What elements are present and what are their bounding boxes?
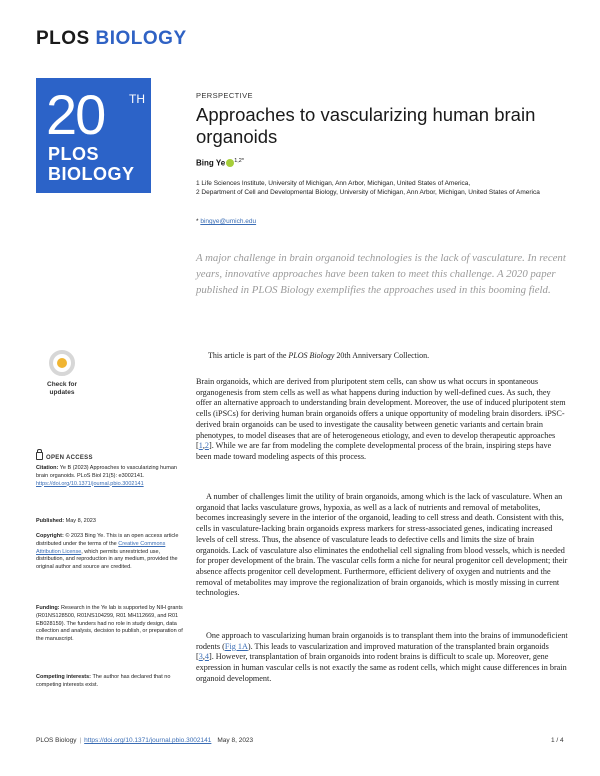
footer-journal: PLOS Biology: [36, 737, 77, 744]
page-number: 1 / 4: [551, 737, 564, 744]
article-title: Approaches to vascularizing human brain organoids: [196, 104, 536, 147]
citation-label: Citation:: [36, 465, 59, 471]
competing-label: Competing interests:: [36, 674, 92, 680]
affiliation-2: 2 Department of Cell and Developmental Biology, University of Michigan, Ann Arbor, Michigan, United States of America: [196, 189, 540, 196]
copyright-post: , which permits unrestricted use, distribution, and reproduction in any medium, provided the original author and source are credited.: [36, 548, 178, 571]
badge-number: 20: [46, 83, 105, 146]
author-line: [196, 158, 244, 168]
copyright-pre: © 2023 Bing Ye. This is an open access article distributed under the terms of the: [36, 533, 179, 547]
check-updates-line2: updates: [49, 389, 75, 396]
collection-note: [208, 351, 429, 360]
p3-text-c: ]. However, transplantation of brain organoids into rodent brains is difficult to scale up. Moreover, gene expression in human vascular cells is not exactly the same as rodent cells, which might cause differences in brain organoid development.: [196, 652, 567, 683]
funding-block: [36, 605, 186, 644]
body-paragraph-3: [196, 631, 568, 685]
citation-text: Ye B (2023) Approaches to vascularizing human brain organoids. PLoS Biol 21(5): e3002141.: [36, 465, 177, 479]
badge-suffix: TH: [129, 92, 145, 106]
collection-note-journal: PLOS Biology: [288, 351, 335, 360]
p2-text: A number of challenges limit the utility of brain organoids, among which is the lack of vasculature. When an organoid that lacks vasculature grows, hypoxia, as well as a lack of nutrients and removal of metabolites, becomes increasingly severe in the interior of the organoid, leading to cell stress and death. Consistent with this, cells in vasculature-lacking brain organoids express markers for stress-associated genes, indicating increased levels of cell stress. Thus, the absence of vasculature leads to defective cells and limits the size of brain organoids. Lack of vasculature also eliminates the endothelial cell signaling from blood vessels, which is needed for proper development of the brain. The vascular cells form a niche for neural progenitor cell development; their absence affects progenitor cell development. Furthermore, efficient delivery of oxygen and nutrients and the removal of metabolites may improve the regionalization of brain organoids, which is mostly missing in current technologies.: [196, 492, 568, 598]
section-label: PERSPECTIVE: [196, 91, 253, 100]
citation-block: [36, 465, 186, 488]
check-updates-label: [36, 381, 88, 397]
open-lock-icon: [36, 452, 43, 460]
journal-masthead: [36, 28, 187, 50]
open-access-label: [36, 452, 93, 461]
reference-link-1[interactable]: 1: [198, 441, 203, 451]
check-for-updates-button[interactable]: [36, 350, 88, 406]
check-updates-line1: Check for: [47, 381, 77, 388]
footer-doi-link[interactable]: https://doi.org/10.1371/journal.pbio.3002141: [84, 737, 212, 744]
p3-comma: ,: [202, 652, 205, 662]
collection-note-pre: This article is part of the: [208, 351, 289, 360]
badge-biology: BIOLOGY: [48, 164, 135, 184]
p1-text-b: ]. While we are far from modeling the complete developmental process of the brain, inspiring steps have been made toward modeling aspects of this process.: [196, 441, 552, 461]
footer-date: May 8, 2023: [217, 737, 254, 744]
copyright-label: Copyright:: [36, 533, 64, 539]
footer-separator: |: [79, 737, 82, 744]
badge-plos: PLOS: [48, 144, 100, 164]
competing-interests-block: [36, 674, 186, 690]
author-affiliation-marks: 1,2: [234, 158, 242, 164]
author-name[interactable]: Bing Ye: [196, 158, 226, 168]
published-date: May 8, 2023: [64, 518, 96, 524]
p1-text-a: Brain organoids, which are derived from pluripotent stem cells, can show us what occurs in spontaneous organogenesis from stem cells as well as what happens during induction by well-defined cues. As such, they offer an alternative approach to understanding brain development. Moreover, the use of induced pluripotent stem cells (iPSCs) for deriving human brain organoids offers a unique opportunity of modeling brain disorders. iPSC-derived brain organoids can be used to investigate the causality between genetic variants and certain brain phenotypes, to model diseases that are of heterogeneous etiology, and even to develop therapeutic approaches [: [196, 377, 566, 451]
collection-note-post: 20th Anniversary Collection.: [334, 351, 430, 360]
figure-link-1a[interactable]: Fig 1A: [224, 641, 248, 651]
license-link[interactable]: Creative Commons Attribution License: [36, 540, 166, 555]
p3-text-b: ). This leads to vascularization and improved maturation of the transplanted brain organoids [: [196, 641, 549, 662]
email-star: *: [196, 218, 201, 225]
p1-comma: ,: [202, 441, 205, 451]
affiliation-1: 1 Life Sciences Institute, University of Michigan, Ann Arbor, Michigan, United States of America,: [196, 180, 471, 187]
competing-text: The author has declared that no competing interests exist.: [36, 674, 171, 688]
orcid-icon[interactable]: [226, 159, 234, 167]
masthead-plos: PLOS: [36, 28, 96, 49]
copyright-block: [36, 533, 186, 572]
body-paragraph-1: [196, 377, 568, 463]
page-footer: [36, 737, 253, 744]
citation-doi-link[interactable]: https://doi.org/10.1371/journal.pbio.3002141: [36, 480, 144, 487]
reference-link-4[interactable]: 4: [204, 652, 209, 662]
email-link[interactable]: bingye@umich.edu: [200, 218, 257, 225]
funding-label: Funding:: [36, 605, 60, 611]
published-label: Published:: [36, 518, 65, 524]
check-updates-icon: [49, 350, 75, 376]
published-block: [36, 518, 186, 526]
anniversary-badge: [36, 78, 151, 193]
masthead-biology: BIOLOGY: [95, 28, 187, 49]
reference-link-2[interactable]: 2: [204, 441, 209, 451]
abstract: A major challenge in brain organoid technologies is the lack of vasculature. In recent years, innovative approaches have been taken to meet this challenge. A 2020 paper published in PLOS Biology exemplifies the approaches used in this booming field.: [196, 252, 566, 297]
body-paragraph-2: [196, 492, 568, 599]
corresponding-mark: *: [241, 158, 244, 164]
funding-text: Research in the Ye lab is supported by NIH grants (R01NS128500, R01NS104299, R01 MH112669, and R01 EB028159). The funders had no role in study design, data collection and analysis, decision to publish, or preparation of the manuscript.: [36, 605, 183, 643]
reference-link-3[interactable]: 3: [198, 652, 203, 662]
p3-text-a: One approach to vascularizing human brain organoids is to transplant them into the brains of immunodeficient rodents (: [196, 631, 568, 651]
open-access-text: OPEN ACCESS: [46, 455, 93, 461]
correspondence-email: [196, 218, 256, 225]
